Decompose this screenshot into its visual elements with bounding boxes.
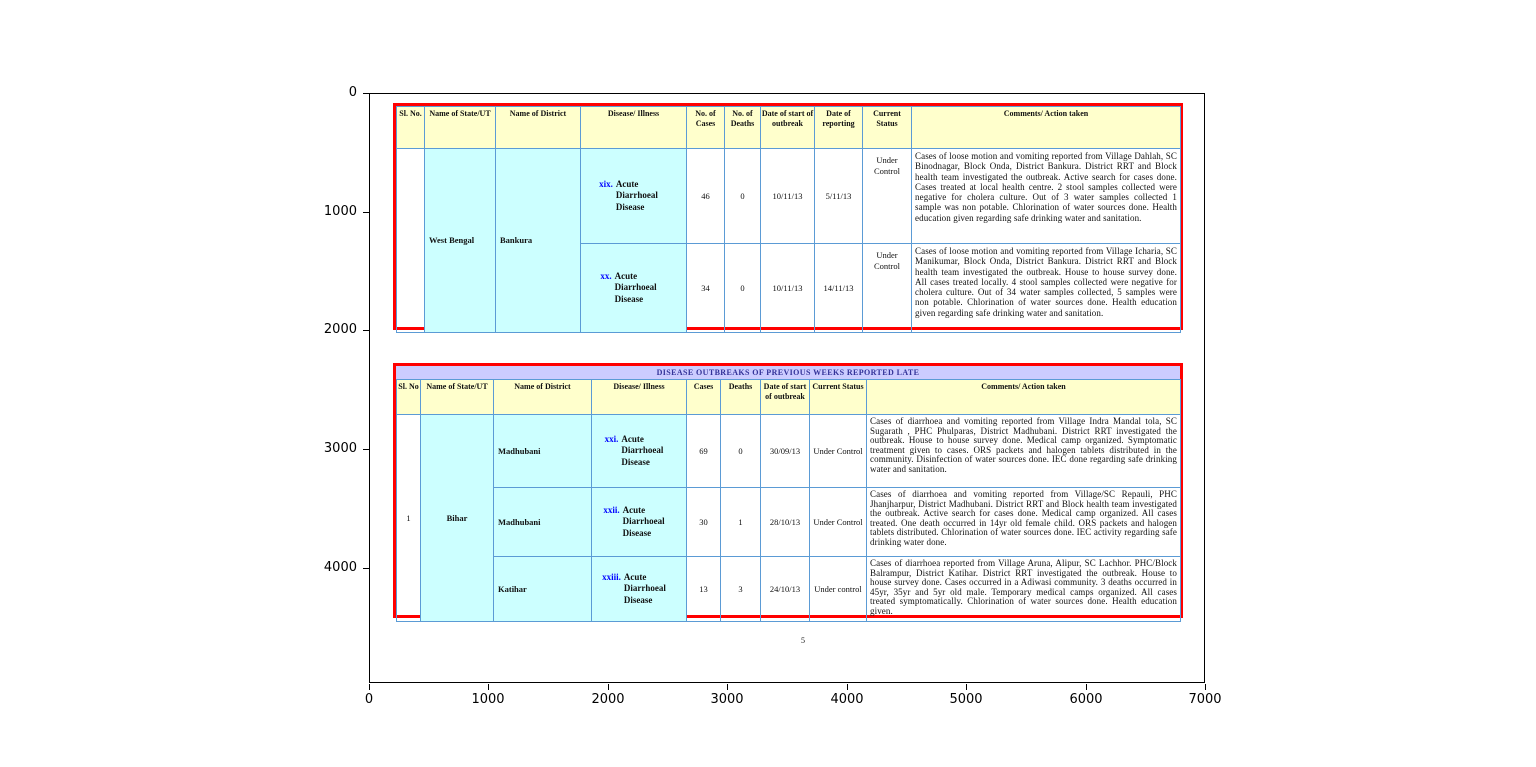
x-tick-mark bbox=[727, 684, 728, 690]
table-header-row bbox=[397, 107, 1181, 149]
cell-deaths: 3 bbox=[721, 557, 761, 622]
disease-name: Acute Diarrhoeal Disease bbox=[623, 572, 666, 605]
cell-start-date: 10/11/13 bbox=[761, 244, 815, 333]
cell-reporting-date: 5/11/13 bbox=[815, 149, 863, 244]
x-tick-mark bbox=[847, 684, 848, 690]
outbreak-table-current bbox=[393, 103, 1183, 330]
x-tick-mark bbox=[488, 684, 489, 690]
cell-deaths: 0 bbox=[721, 415, 761, 488]
y-tick-mark bbox=[363, 449, 369, 450]
col-header-status: Current Status bbox=[863, 107, 912, 149]
cell-comments: Cases of diarrhoea reported from Village Aruna, Alipur, SC Lachhor. PHC/Block Balrampur, District Katihar. District RRT investigated the outbreak. House to house survey done. Cases occurred in a Adiwasi community. 3 deaths occurred in 45yr, 35yr and 5yr old male. Temporary medical camps organized. All cases treated symptomatically. Chlorination of water sources done. Health education given. bbox=[867, 557, 1181, 622]
cell-cases: 34 bbox=[687, 244, 725, 333]
y-tick-label: 3000 bbox=[323, 441, 357, 456]
cell-reporting-date: 14/11/13 bbox=[815, 244, 863, 333]
col-header-district: Name of District bbox=[494, 380, 592, 415]
col-header-comments: Comments/ Action taken bbox=[867, 380, 1181, 415]
x-tick-label: 4000 bbox=[830, 692, 864, 707]
y-tick-label: 0 bbox=[348, 85, 357, 100]
cell-district: Madhubani bbox=[494, 488, 592, 557]
col-header-comments: Comments/ Action taken bbox=[912, 107, 1181, 149]
cell-cases: 46 bbox=[687, 149, 725, 244]
col-header-district: Name of District bbox=[496, 107, 581, 149]
disease-name: Acute Diarrhoeal Disease bbox=[621, 434, 664, 467]
x-tick-mark bbox=[369, 684, 370, 690]
cell-disease bbox=[592, 557, 687, 622]
cell-sl-no: 1 bbox=[397, 415, 421, 622]
disease-numeral: xxiii. bbox=[602, 572, 621, 583]
cell-disease bbox=[581, 149, 687, 244]
table-header-row bbox=[397, 380, 1181, 415]
x-tick-mark bbox=[608, 684, 609, 690]
x-tick-mark bbox=[1205, 684, 1206, 690]
cell-district: Madhubani bbox=[494, 415, 592, 488]
col-header-disease: Disease/ Illness bbox=[581, 107, 687, 149]
col-header-state: Name of State/UT bbox=[425, 107, 496, 149]
disease-numeral: xx. bbox=[600, 271, 612, 282]
cell-start-date: 30/09/13 bbox=[761, 415, 810, 488]
col-header-deaths: No. of Deaths bbox=[725, 107, 761, 149]
disease-name: Acute Diarrhoeal Disease bbox=[615, 179, 658, 212]
cell-deaths: 0 bbox=[725, 149, 761, 244]
y-tick-label: 4000 bbox=[323, 560, 357, 575]
cell-cases: 30 bbox=[687, 488, 721, 557]
col-header-sl-no: Sl. No. bbox=[397, 107, 425, 149]
cell-state: Bihar bbox=[421, 415, 494, 622]
y-tick-label: 2000 bbox=[323, 322, 357, 337]
y-tick-mark bbox=[363, 568, 369, 569]
col-header-disease: Disease/ Illness bbox=[592, 380, 687, 415]
outbreak-table-late bbox=[393, 363, 1183, 618]
cell-deaths: 0 bbox=[725, 244, 761, 333]
cell-disease bbox=[581, 244, 687, 333]
col-header-state: Name of State/UT bbox=[421, 380, 494, 415]
x-tick-label: 3000 bbox=[710, 692, 744, 707]
cell-comments: Cases of loose motion and vomiting reported from Village Dahlah, SC Binodnagar, Block Onda, District Bankura. District RRT and Block health team investigated the outbreak. Active search for cases done. Cases treated at local health centre. 2 stool samples collected were negative for cholera culture. Out of 3 water samples collected 1 sample was non potable. Chlorination of water sources done. Health education given regarding safe drinking water and sanitation. bbox=[912, 149, 1181, 244]
cell-status: Under control bbox=[810, 557, 867, 622]
cell-comments: Cases of diarrhoea and vomiting reported from Village/SC Repauli, PHC Jhanjharpur, District Madhubani. District RRT and Block health team investigated the outbreak. Active search for cases done. Medical camp organized. All cases treated. One death occurred in 14yr old female child. ORS packets and halogen tablets distributed. Chlorination of water sources done. IEC activity regarding safe drinking water done. bbox=[867, 488, 1181, 557]
x-tick-mark bbox=[966, 684, 967, 690]
table-row bbox=[397, 149, 1181, 244]
col-header-cases: No. of Cases bbox=[687, 107, 725, 149]
table-row bbox=[397, 415, 1181, 488]
outbreak-table-current-grid bbox=[396, 106, 1181, 333]
col-header-start-date: Date of start of outbreak bbox=[761, 107, 815, 149]
x-tick-label: 1000 bbox=[471, 692, 505, 707]
cell-start-date: 24/10/13 bbox=[761, 557, 810, 622]
disease-numeral: xix. bbox=[599, 179, 613, 190]
cell-start-date: 28/10/13 bbox=[761, 488, 810, 557]
col-header-sl-no: Sl. No bbox=[397, 380, 421, 415]
disease-numeral: xxi. bbox=[604, 434, 619, 445]
col-header-status: Current Status bbox=[810, 380, 867, 415]
table-title-band: DISEASE OUTBREAKS OF PREVIOUS WEEKS REPORTED LATE bbox=[396, 366, 1180, 379]
cell-district: Katihar bbox=[494, 557, 592, 622]
table-row bbox=[397, 557, 1181, 622]
cell-disease bbox=[592, 415, 687, 488]
cell-status: Under Control bbox=[810, 488, 867, 557]
disease-name: Acute Diarrhoeal Disease bbox=[622, 505, 665, 538]
x-tick-mark bbox=[1086, 684, 1087, 690]
y-tick-mark bbox=[363, 93, 369, 94]
table-row bbox=[397, 488, 1181, 557]
cell-district: Bankura bbox=[496, 149, 581, 333]
cell-cases: 69 bbox=[687, 415, 721, 488]
y-tick-mark bbox=[363, 330, 369, 331]
cell-status: Under Control bbox=[863, 244, 912, 333]
x-tick-label: 6000 bbox=[1069, 692, 1103, 707]
x-tick-label: 7000 bbox=[1188, 692, 1222, 707]
x-tick-label: 2000 bbox=[591, 692, 625, 707]
cell-disease bbox=[592, 488, 687, 557]
y-tick-mark bbox=[363, 212, 369, 213]
cell-sl-no bbox=[397, 149, 425, 333]
x-tick-label: 0 bbox=[364, 692, 374, 707]
col-header-deaths: Deaths bbox=[721, 380, 761, 415]
cell-deaths: 1 bbox=[721, 488, 761, 557]
cell-comments: Cases of loose motion and vomiting reported from Village Icharia, SC Manikumar, Block Onda, District Bankura. District RRT and Block health team investigated the outbreak. House to house survey done. All cases treated locally. 4 stool samples collected were negative for cholera culture. Out of 34 water samples collected, 5 samples were non potable. Chlorination of water sources done. Health education given regarding safe drinking water and sanitation. bbox=[912, 244, 1181, 333]
x-tick-label: 5000 bbox=[949, 692, 983, 707]
col-header-reporting-date: Date of reporting bbox=[815, 107, 863, 149]
cell-status: Under Control bbox=[863, 149, 912, 244]
cell-start-date: 10/11/13 bbox=[761, 149, 815, 244]
outbreak-table-late-grid bbox=[396, 379, 1181, 622]
disease-name: Acute Diarrhoeal Disease bbox=[614, 271, 657, 304]
y-tick-label: 1000 bbox=[323, 204, 357, 219]
cell-state: West Bengal bbox=[425, 149, 496, 333]
cell-status: Under Control bbox=[810, 415, 867, 488]
cell-comments: Cases of diarrhoea and vomiting reported from Village Indra Mandal tola, SC Sugarath , PHC Phulparas, District Madhubani. District RRT investigated the outbreak. House to house survey done. Medical camp organized. Symptomatic treatment given to cases. ORS packets and halogen tablets distributed in the community. Disinfection of water sources done. IEC done regarding safe drinking water and sanitation. bbox=[867, 415, 1181, 488]
col-header-start-date: Date of start of outbreak bbox=[761, 380, 810, 415]
page-number: 5 bbox=[801, 636, 805, 645]
col-header-cases: Cases bbox=[687, 380, 721, 415]
disease-numeral: xxii. bbox=[603, 505, 620, 516]
cell-cases: 13 bbox=[687, 557, 721, 622]
